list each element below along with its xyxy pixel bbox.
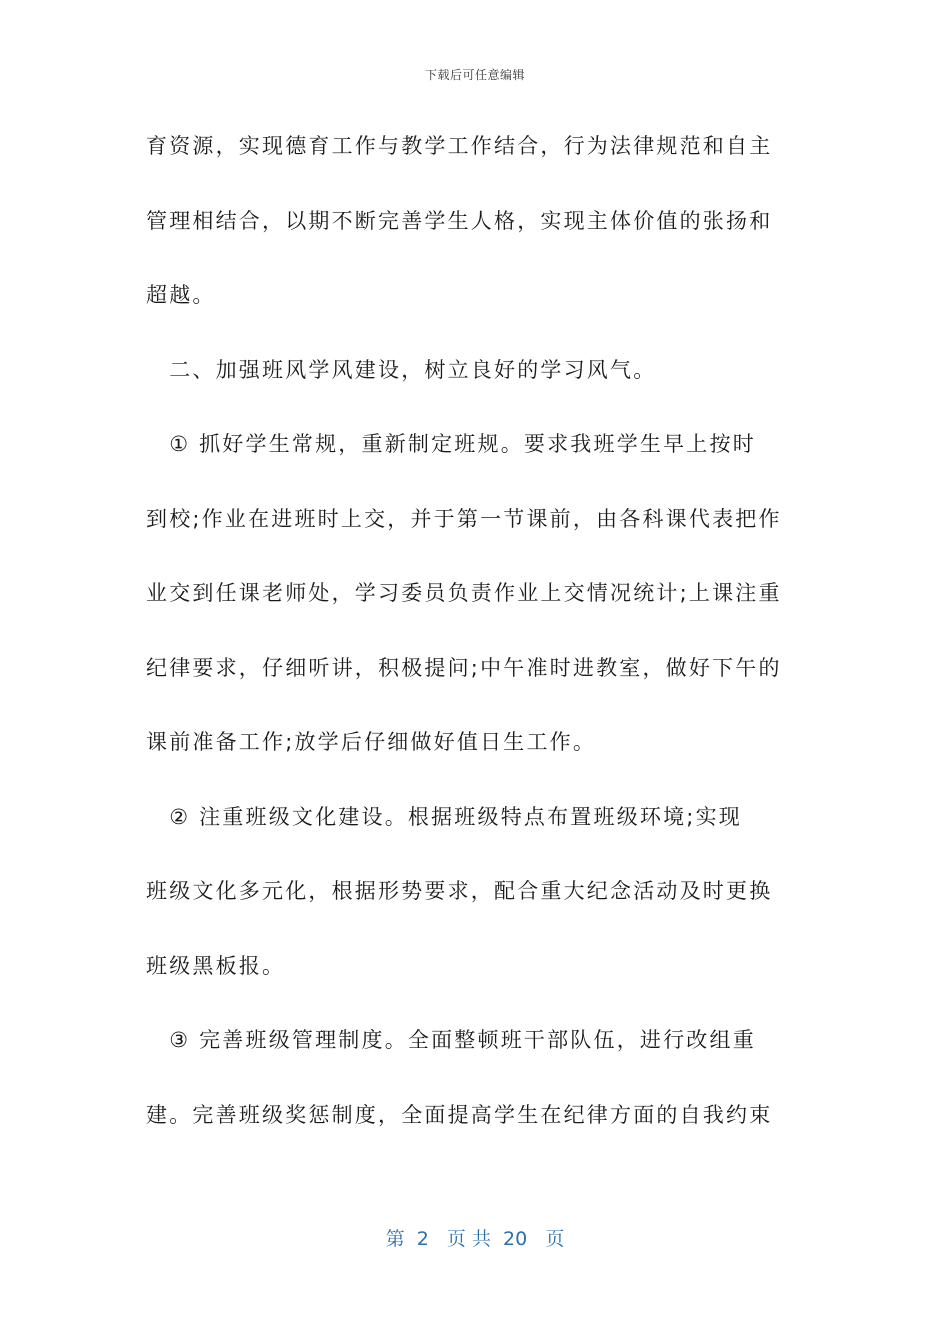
section-heading: 二、加强班风学风建设，树立良好的学习风气。	[146, 357, 657, 382]
text-line: 纪律要求，仔细听讲，积极提问;中午准时进教室，做好下午的	[146, 655, 782, 680]
text-line: 建。完善班级奖惩制度，全面提高学生在纪律方面的自我约束	[146, 1102, 773, 1127]
text-line: 育资源，实现德育工作与教学工作结合，行为法律规范和自主	[146, 134, 773, 158]
text-line: ③ 完善班级管理制度。全面整顿班干部队伍，进行改组重	[146, 1028, 756, 1052]
text-line: ② 注重班级文化建设。根据班级特点布置班级环境;实现	[146, 804, 742, 829]
text-line: 到校;作业在进班时上交，并于第一节课前，由各科课代表把作	[146, 506, 782, 531]
document-body	[146, 118, 806, 1161]
text-line: 业交到任课老师处，学习委员负责作业上交情况统计;上课注重	[146, 581, 782, 605]
text-line: 管理相结合，以期不断完善学生人格，实现主体价值的张扬和	[146, 208, 773, 233]
text-line: 超越。	[146, 283, 216, 307]
page-number-footer: 第 2 页 共 20 页	[385, 1228, 565, 1250]
text-line: 班级文化多元化，根据形势要求，配合重大纪念活动及时更换	[146, 879, 773, 903]
text-line: 班级黑板报。	[146, 953, 286, 978]
text-line: ① 抓好学生常规，重新制定班规。要求我班学生早上按时	[146, 432, 756, 456]
page-header: 下载后可任意编辑	[424, 68, 525, 82]
text-line: 课前准备工作;放学后仔细做好值日生工作。	[146, 730, 597, 754]
